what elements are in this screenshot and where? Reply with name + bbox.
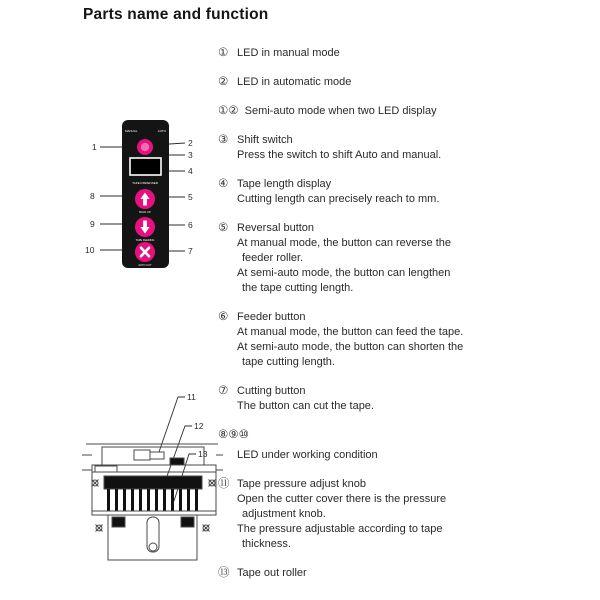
item-description-line: At manual mode, the button can feed the tape. <box>237 326 464 338</box>
pressure-bar <box>104 476 202 489</box>
item-heading <box>218 46 594 61</box>
item-heading <box>218 566 594 581</box>
screw-icon <box>203 525 210 532</box>
list-item <box>218 477 594 552</box>
item-number: ⑦ <box>218 385 229 397</box>
feeder-caption: TAPE FEEDING <box>135 239 155 242</box>
list-item <box>218 221 594 296</box>
item-number: ① <box>218 47 229 59</box>
list-item <box>218 310 594 370</box>
item-description-line: thickness. <box>242 538 291 550</box>
item-title: LED in manual mode <box>237 47 340 59</box>
leader-lines-left <box>100 147 122 250</box>
screw-icon <box>209 480 216 487</box>
pressure-adjust-knob <box>134 450 164 460</box>
tape-slot <box>147 517 159 552</box>
item-title: Feeder button <box>237 311 306 323</box>
manual-led-label: MANUAL <box>125 129 138 133</box>
item-description-line: Open the cutter cover there is the pressure <box>237 493 447 505</box>
machine-figure <box>82 388 224 570</box>
item-title: Cutting button <box>237 385 306 397</box>
part-number-label: 8 <box>90 191 95 201</box>
part-number-label: 2 <box>188 138 193 148</box>
item-number: ⑥ <box>218 311 229 323</box>
auto-led-label: AUTO <box>157 129 166 133</box>
item-description-line: LED under working condition <box>237 449 378 461</box>
item-heading <box>218 177 594 192</box>
page-title: Parts name and function <box>83 6 269 23</box>
item-number: ①② <box>218 105 239 117</box>
cover-latch <box>170 458 184 465</box>
part-number-label: 1 <box>92 142 97 152</box>
part-number-label: 5 <box>188 192 193 202</box>
item-number: ③ <box>218 134 229 146</box>
item-heading <box>218 221 594 236</box>
item-title: Tape out roller <box>237 567 307 579</box>
item-description-line: feeder roller. <box>242 252 304 264</box>
item-number: ⑬ <box>218 567 230 579</box>
item-description-line: At semi-auto mode, the button can lengthen <box>237 267 451 279</box>
item-title: LED in automatic mode <box>237 76 352 88</box>
cutting-button <box>135 242 155 262</box>
shift-switch-button <box>137 139 153 155</box>
item-number: ⑪ <box>218 478 230 490</box>
item-number: ④ <box>218 178 229 190</box>
item-description-line: Cutting length can precisely reach to mm. <box>237 193 440 205</box>
reversal-button <box>135 189 155 209</box>
item-heading <box>218 477 594 492</box>
item-description-line: The pressure adjustable according to tape <box>237 523 443 535</box>
list-item <box>218 384 594 414</box>
item-description-line: adjustment knob. <box>242 508 326 520</box>
part-number-label: 9 <box>90 219 95 229</box>
item-number: ② <box>218 76 229 88</box>
part-number-label: 3 <box>188 150 193 160</box>
item-heading <box>218 310 594 325</box>
item-heading <box>218 384 594 399</box>
item-description-line: The button can cut the tape. <box>237 400 374 412</box>
item-description-line: tape cutting length. <box>242 356 335 368</box>
part-number-label: 7 <box>188 246 193 256</box>
item-title: Semi-auto mode when two LED display <box>244 105 437 117</box>
item-title: Tape length display <box>237 178 332 190</box>
item-number: ⑧⑨⑩ <box>218 429 249 441</box>
list-item <box>218 104 594 119</box>
part-number-label: 11 <box>187 392 196 402</box>
item-description-line: At semi-auto mode, the button can shorten the <box>237 341 464 353</box>
reversal-caption: BACK UP <box>139 211 151 214</box>
item-title: Tape pressure adjust knob <box>237 478 367 490</box>
parts-description-list <box>218 46 594 595</box>
list-item <box>218 75 594 90</box>
part-number-label: 6 <box>188 220 193 230</box>
item-title: Reversal button <box>237 222 315 234</box>
list-item <box>218 428 594 463</box>
screw-icon <box>96 525 103 532</box>
tape-length-display <box>130 158 161 175</box>
part-number-label: 13 <box>198 449 208 459</box>
item-title: Shift switch <box>237 134 293 146</box>
tape-out-roller <box>107 489 198 511</box>
part-number-label: 12 <box>194 421 204 431</box>
list-item <box>218 566 594 581</box>
item-description-line: At manual mode, the button can reverse the <box>237 237 452 249</box>
brand-label: TAPE DISPENSER <box>132 181 158 185</box>
item-heading <box>218 428 594 443</box>
item-description-line: the tape cutting length. <box>242 282 354 294</box>
item-heading <box>218 133 594 148</box>
feeder-button <box>135 217 155 237</box>
item-heading <box>218 75 594 90</box>
item-heading <box>218 104 594 119</box>
part-number-label: 10 <box>85 245 95 255</box>
list-item <box>218 46 594 61</box>
list-item <box>218 133 594 163</box>
item-description-line: Press the switch to shift Auto and manual. <box>237 149 442 161</box>
list-item <box>218 177 594 207</box>
part-number-label: 4 <box>188 166 193 176</box>
item-number: ⑤ <box>218 222 229 234</box>
screw-icon <box>92 480 99 487</box>
cutting-caption: AUTO CUT <box>138 264 152 267</box>
control-panel-figure <box>80 112 205 277</box>
